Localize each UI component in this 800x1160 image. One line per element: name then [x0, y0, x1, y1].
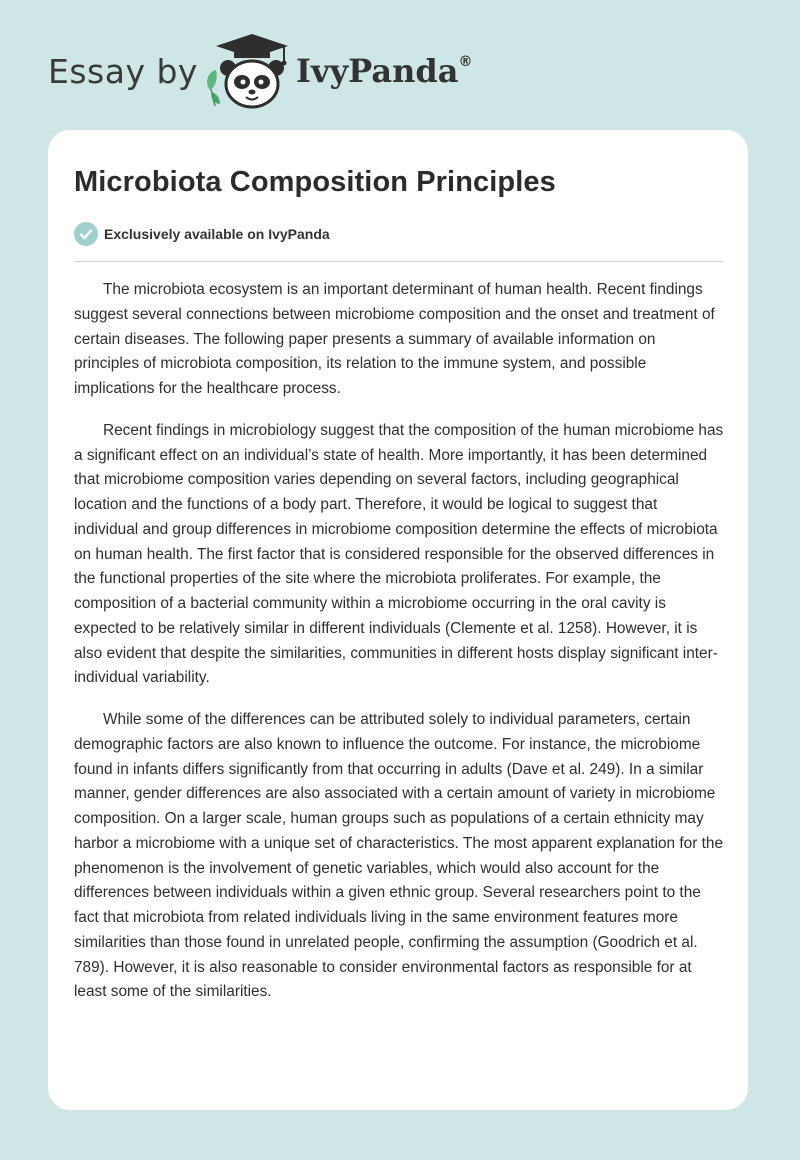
divider: [74, 261, 723, 262]
paragraph-3: While some of the differences can be attributed solely to individual parameters, certain demographic factors are also known to influence the outcome. For instance, the microbiome found in infants differs significantly from that occurring in adults (Dave et al. 249). In a similar manner, gender differences are also associated with a certain amount of variety in microbiome composition. On a larger scale, human groups such as populations of a certain ethnicity may harbor a microbiome with a unique set of characteristics. The most apparent explanation for the phenomenon is the involvement of genetic variables, which would also account for the differences between individuals within a given ethnic group. Several researchers point to the fact that microbiota from related individuals living in the same environment features more similarities than those found in unrelated people, confirming the assumption (Goodrich et al. 789). However, it is also reasonable to consider environmental factors as responsible for at least some of the similarities.: [74, 711, 724, 1001]
site-header: [0, 0, 800, 130]
registered-mark: ®: [458, 54, 473, 70]
page-title: Microbiota Composition Principles: [74, 166, 556, 198]
panda-graduate-logo-icon[interactable]: [200, 32, 296, 112]
paragraph-1: The microbiota ecosystem is an important determinant of human health. Recent findings suggest several connections between microbiome composition and the onset and treatment of certain diseases. The following paper presents a summary of available information on principles of microbiota composition, its relation to the immune system, and possible implications for the healthcare process.: [74, 281, 715, 397]
brand-name[interactable]: [296, 52, 472, 90]
brand-name-text: IvyPanda: [296, 52, 459, 90]
paragraph-2: Recent findings in microbiology suggest that the composition of the human microbiome has a significant effect on an individual’s state of health. More importantly, it has been determined that microbiome composition varies depending on several factors, including geographical location and the functions of a body part. Therefore, it would be logical to suggest that individual and group differences in microbiome composition determine the effects of microbiota on human health. The first factor that is considered responsible for the observed differences in the functional properties of the site where the microbiota proliferates. For example, the composition of a bacterial community within a microbiome occurring in the oral cavity is expected to be relatively similar in different individuals (Clemente et al. 1258). However, it is also evident that despite the similarities, communities in different hosts display significant inter-individual variability.: [74, 421, 724, 687]
check-icon: [74, 222, 98, 246]
badge-text: Exclusively available on IvyPanda: [104, 226, 330, 242]
article-card: [48, 130, 748, 1110]
brand-prefix: Essay by: [48, 52, 198, 91]
article-body: [74, 278, 724, 1022]
exclusive-badge: [74, 222, 330, 246]
